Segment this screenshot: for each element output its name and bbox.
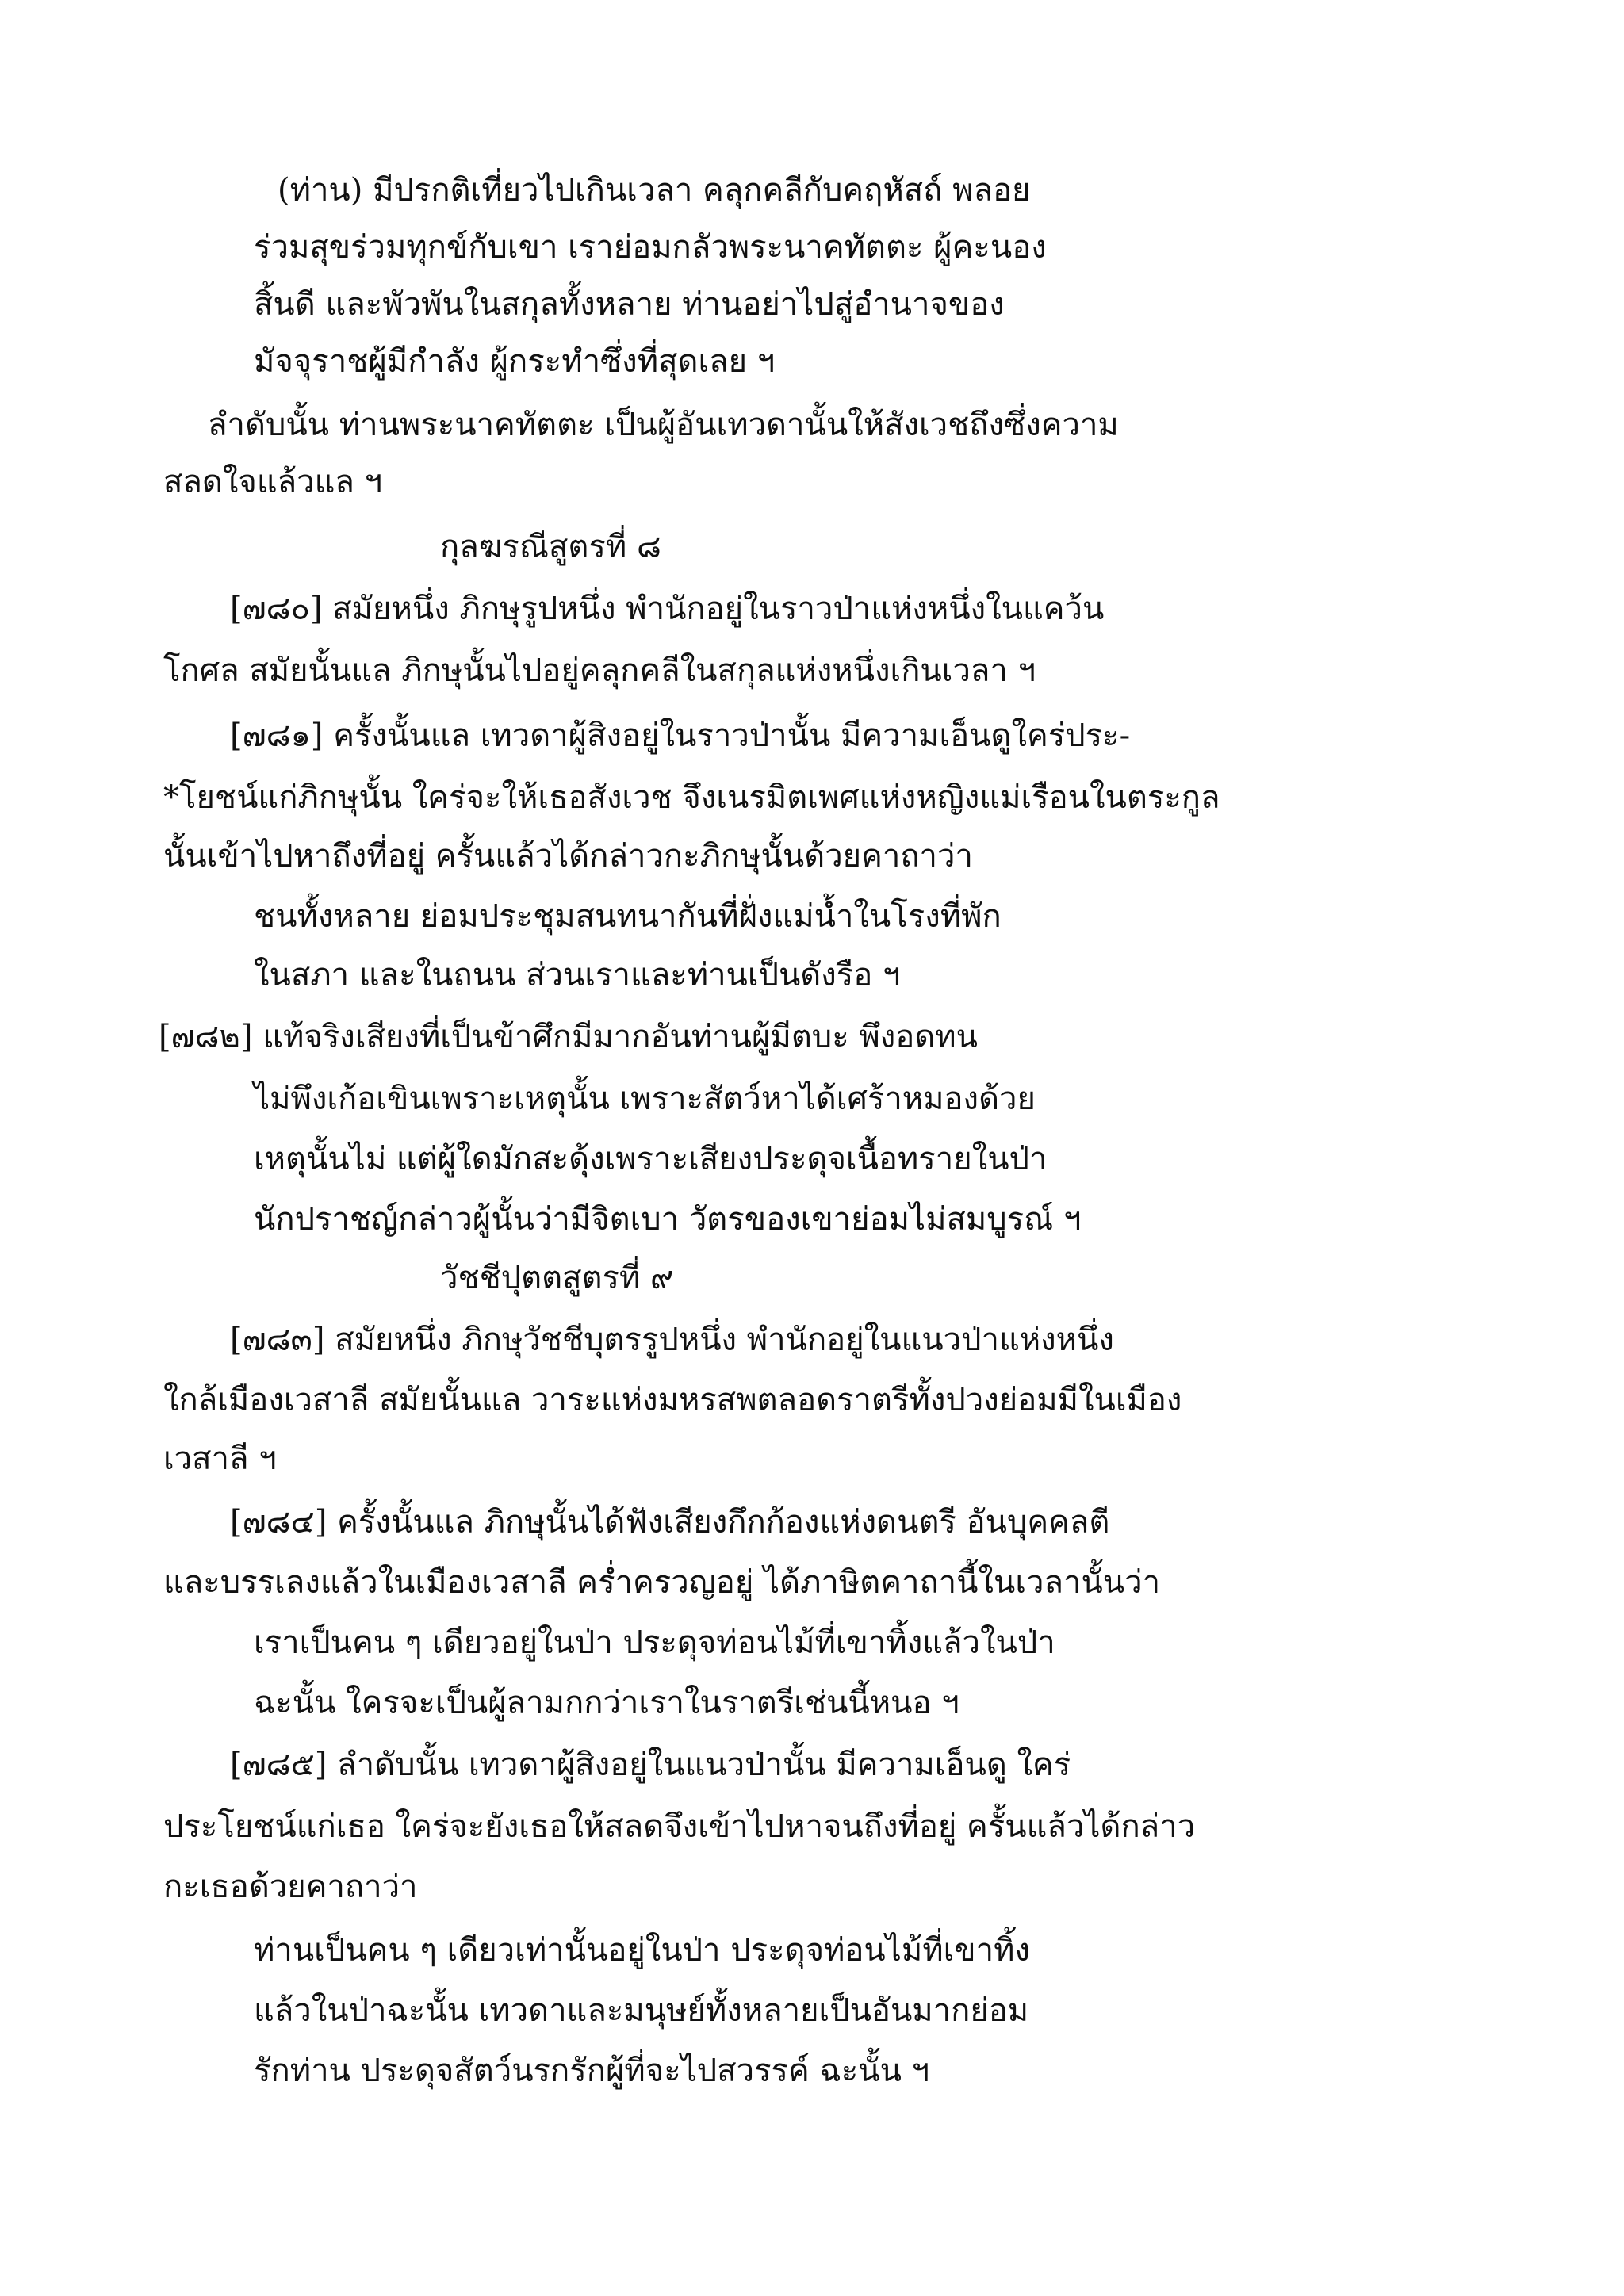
paragraph-line: โกศล สมัยนั้นแล ภิกษุนั้นไปอยู่คลุกคลีในสกุลแห่งหนึ่งเกินเวลา ฯ bbox=[163, 652, 1036, 689]
numbered-paragraph: [๗๘๕] ลำดับนั้น เทวดาผู้สิงอยู่ในแนวป่านั้น มีความเอ็นดู ใคร่ bbox=[230, 1747, 1071, 1783]
verse-line: ชนทั้งหลาย ย่อมประชุมสนทนากันที่ฝั่งแม่น้ำในโรงที่พัก bbox=[254, 898, 1002, 935]
verse-line: มัจจุราชผู้มีกำลัง ผู้กระทำซึ่งที่สุดเลย ฯ bbox=[254, 343, 776, 380]
verse-line: รักท่าน ประดุจสัตว์นรกรักผู้ที่จะไปสวรรค์ ฉะนั้น ฯ bbox=[254, 2053, 930, 2089]
paragraph-line: ลำดับนั้น ท่านพระนาคทัตตะ เป็นผู้อันเทวดานั้นให้สังเวชถึงซึ่งความ bbox=[208, 407, 1119, 443]
section-title: กุลฆรณีสูตรที่ ๘ bbox=[440, 529, 661, 565]
verse-line: นักปราชญ์กล่าวผู้นั้นว่ามีจิตเบา วัตรของเขาย่อมไม่สมบูรณ์ ฯ bbox=[254, 1201, 1082, 1238]
paragraph-line: *โยชน์แก่ภิกษุนั้น ใคร่จะให้เธอสังเวช จึงเนรมิตเพศแห่งหญิงแม่เรือนในตระกูล bbox=[163, 779, 1220, 816]
paragraph-line: และบรรเลงแล้วในเมืองเวสาลี คร่ำครวญอยู่ ได้ภาษิตคาถานี้ในเวลานั้นว่า bbox=[163, 1564, 1161, 1601]
numbered-paragraph: [๗๘๓] สมัยหนึ่ง ภิกษุวัชชีบุตรรูปหนึ่ง พำนักอยู่ในแนวป่าแห่งหนึ่ง bbox=[230, 1322, 1114, 1358]
verse-line: ในสภา และในถนน ส่วนเราและท่านเป็นดังรือ ฯ bbox=[254, 957, 901, 993]
paragraph-line: เวสาลี ฯ bbox=[163, 1441, 277, 1477]
verse-line: (ท่าน) มีปรกติเที่ยวไปเกินเวลา คลุกคลีกับคฤหัสถ์ พลอย bbox=[278, 172, 1031, 209]
verse-line: ร่วมสุขร่วมทุกข์กับเขา เราย่อมกลัวพระนาคทัตตะ ผู้คะนอง bbox=[254, 229, 1047, 266]
numbered-paragraph: [๗๘๐] สมัยหนึ่ง ภิกษุรูปหนึ่ง พำนักอยู่ในราวป่าแห่งหนึ่งในแคว้น bbox=[230, 591, 1105, 627]
verse-line: เหตุนั้นไม่ แต่ผู้ใดมักสะดุ้งเพราะเสียงประดุจเนื้อทรายในป่า bbox=[254, 1141, 1048, 1177]
paragraph-line: ประโยชน์แก่เธอ ใคร่จะยังเธอให้สลดจึงเข้าไปหาจนถึงที่อยู่ ครั้นแล้วได้กล่าว bbox=[163, 1808, 1196, 1845]
numbered-paragraph: [๗๘๔] ครั้งนั้นแล ภิกษุนั้นได้ฟังเสียงกึกก้องแห่งดนตรี อันบุคคลตี bbox=[230, 1504, 1110, 1540]
paragraph-line: กะเธอด้วยคาถาว่า bbox=[163, 1869, 418, 1905]
numbered-verse: [๗๘๒] แท้จริงเสียงที่เป็นข้าศึกมีมากอันท่านผู้มีตบะ พึงอดทน bbox=[159, 1019, 979, 1055]
paragraph-line: นั้นเข้าไปหาถึงที่อยู่ ครั้นแล้วได้กล่าวกะภิกษุนั้นด้วยคาถาว่า bbox=[163, 838, 973, 874]
numbered-paragraph: [๗๘๑] ครั้งนั้นแล เทวดาผู้สิงอยู่ในราวป่านั้น มีความเอ็นดูใคร่ประ- bbox=[230, 718, 1131, 754]
verse-line: ไม่พึงเก้อเขินเพราะเหตุนั้น เพราะสัตว์หาได้เศร้าหมองด้วย bbox=[254, 1081, 1036, 1117]
section-title: วัชชีปุตตสูตรที่ ๙ bbox=[440, 1260, 674, 1296]
paragraph-line: ใกล้เมืองเวสาลี สมัยนั้นแล วาระแห่งมหรสพตลอดราตรีทั้งปวงย่อมมีในเมือง bbox=[163, 1382, 1182, 1418]
verse-line: เราเป็นคน ๆ เดียวอยู่ในป่า ประดุจท่อนไม้ที่เขาทิ้งแล้วในป่า bbox=[254, 1624, 1055, 1661]
verse-line: ฉะนั้น ใครจะเป็นผู้ลามกกว่าเราในราตรีเช่นนี้หนอ ฯ bbox=[254, 1685, 959, 1721]
verse-line: ท่านเป็นคน ๆ เดียวเท่านั้นอยู่ในป่า ประดุจท่อนไม้ที่เขาทิ้ง bbox=[254, 1932, 1030, 1969]
verse-line: แล้วในป่าฉะนั้น เทวดาและมนุษย์ทั้งหลายเป็นอันมากย่อม bbox=[254, 1992, 1029, 2029]
verse-line: สิ้นดี และพัวพันในสกุลทั้งหลาย ท่านอย่าไปสู่อำนาจของ bbox=[254, 286, 1005, 323]
paragraph-line: สลดใจแล้วแล ฯ bbox=[163, 464, 383, 500]
